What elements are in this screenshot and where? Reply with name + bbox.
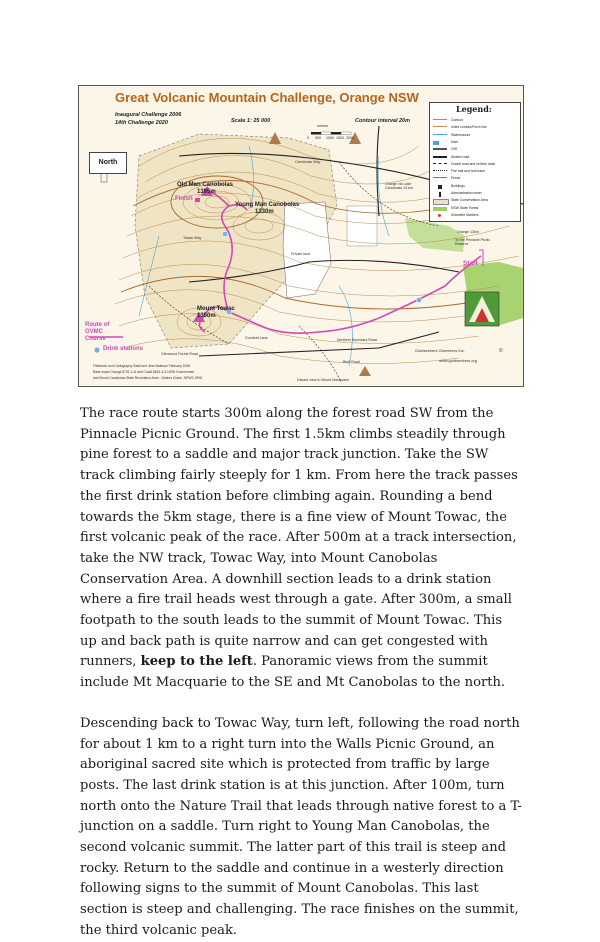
legend-label: Administration tower [451, 191, 482, 195]
scalebar-tick: 1500 [336, 136, 344, 140]
private-land-label: Private land [291, 252, 310, 256]
legend-symbol [433, 170, 447, 174]
legend-symbol [433, 177, 447, 181]
credit-line: Fieldwork and Cartography Basil and Jess Bateson February 2006 [93, 364, 191, 368]
legend-item [433, 168, 517, 174]
legend-item [433, 205, 517, 211]
legend-item [433, 146, 517, 152]
legend-item [433, 183, 517, 189]
drink-station [416, 297, 421, 302]
legend-item [433, 132, 517, 138]
state-forest-area [405, 218, 465, 252]
legend-item [433, 161, 517, 167]
private-land [283, 202, 331, 298]
legend-label: State Conservation Area [451, 198, 488, 203]
legend-symbol [433, 141, 439, 145]
legend-item [433, 175, 517, 181]
legend-symbol [438, 185, 442, 189]
legend-label: Kilometre Markers [451, 212, 479, 217]
road-label-glenwood: Glenwood Forest Road [161, 352, 198, 356]
credit-line: Base maps Orange 8731-1-N and Cudal 8631-4-S NSW Government [93, 370, 195, 374]
legend-label: Sealed road [451, 154, 470, 159]
peak-label-towac: Mount Towac 1350m [197, 306, 235, 319]
legend-symbol [439, 192, 441, 197]
drink-key [94, 347, 99, 352]
scale-bar [311, 132, 351, 135]
paragraph-2: Descending back to Towac Way, turn left, following the road north for about 1 km to a right turn into the Walls Picnic Ground, an aboriginal sacred site which is protected from traffic by large posts. The last drink station is at this junction. After 100m, turn north onto the Nature Trail that leads through native forest to a T-junction on a saddle. Turn right to Young Man Canobolas, the second volcanic summit. The latter part of this trail is steep and rocky. Return to the saddle and continue in a westerly direction following signs to the summit of Mount Canobolas. This last section is steep and challenging. The race finishes on the summit, the third volcanic peak. [80, 715, 522, 938]
legend-symbol [433, 163, 447, 167]
legend-item [433, 154, 517, 160]
legend-label: Fire trail and foot track [451, 169, 485, 174]
legend-label: Dam [451, 139, 459, 144]
road-label-gumleaf: Gumleaf Lane [245, 336, 268, 340]
legend-label: Contour [451, 118, 464, 122]
finish-label: Finish [175, 196, 193, 202]
paragraph-1: The race route starts 300m along the forest road SW from the Pinnacle Picnic Ground. The first 1.5km climbs steadily through pine forest to a saddle and major track junction. Take the SW track climbing fairly steeply for 1 km. From here the track passes the first drink station before climbing again. Rounding a bend towards the 5km stage, there is a fine view of Mount Towac, the first volcanic peak of the race. After 500m at a track intersection, take the NW track, Towac Way, into Mount Canobolas Conservation Area. A downhill section leads to a drink station where a fire trail heads west through a gate. After 300m, a small footpath to the south leads to the summit of Mount Towac. This up and back path is quite narrow and can get congested with runners, keep to the left. Panoramic views from the summit include Mt Macquarie to the SE and Mt Canobolas to the north. [80, 406, 518, 691]
scalebar-tick: 500 [315, 136, 321, 140]
article-body [80, 404, 522, 942]
legend-item [433, 124, 517, 130]
drink-station [222, 231, 227, 236]
peak-label-young-man: Young Man Canobolas 1330m [235, 202, 300, 215]
legend-symbol [433, 207, 447, 211]
legend-symbol [433, 134, 447, 138]
website-label: www.goldseekers.org [439, 358, 478, 363]
road-label-orange-lake: Orange via Lake Canobolas 13 km [385, 182, 413, 190]
legend-symbol [438, 214, 441, 217]
route-key-label: Route of GVMC Course [85, 322, 110, 342]
credit-line: and Mount Canobolas State Recreation Area - Visitors Guide, NPWS 1998 [93, 376, 202, 380]
edition-label: 14th Challenge 2020 [115, 120, 168, 126]
scalebar-unit: metres [317, 124, 328, 128]
legend-symbol [433, 156, 447, 161]
road-label-towac-way: Towac Way [183, 236, 202, 240]
legend-label: Cliff [451, 147, 457, 152]
scalebar-tick: 2000 [346, 136, 354, 140]
north-indicator: North [89, 152, 127, 174]
legend-symbol [433, 148, 447, 153]
scalebar-tick: 1000 [326, 136, 334, 140]
legend-symbol [433, 119, 447, 123]
publisher-label: Goldseekers Orienteers Inc. [415, 348, 465, 353]
legend-item [433, 139, 517, 145]
road-label-northern-boundary: Northern Boundary Road [337, 338, 377, 342]
copyright-mark: © [499, 348, 503, 354]
road-label-pinnacle: To the Pinnacle Picnic Reserve [455, 238, 491, 246]
distant-view-label: Distant view to Mount Macquarie [297, 378, 350, 382]
legend [429, 102, 521, 222]
legend-label: Buildings [451, 183, 465, 188]
legend-label: Gravel road and vehicle track [451, 161, 496, 166]
scale-label: Scale 1: 25 000 [231, 118, 271, 124]
legend-label: Fence [451, 176, 461, 181]
legend-symbol [433, 126, 447, 130]
legend-item [433, 117, 517, 123]
map-title: Great Volcanic Mountain Challenge, Orange NSW [115, 90, 419, 105]
inaugural-label: Inaugural Challenge 2006 [115, 112, 182, 118]
legend-title: Legend: [456, 104, 492, 114]
road-label-orange: Orange 13km [457, 230, 479, 234]
gvmc-logo [465, 292, 499, 326]
legend-label: Index contour/Form line [451, 125, 487, 130]
legend-label: Watercourse [451, 132, 471, 137]
direction-arrow [359, 366, 371, 376]
topographic-map [78, 85, 524, 387]
road-label-canobolas-way: Canobolas Way [295, 160, 321, 164]
legend-item [433, 212, 517, 218]
legend-item [433, 197, 517, 203]
peak-label-old-man: Old Man Canobolas 1395m [177, 182, 234, 195]
contour-label: Contour interval 20m [355, 118, 411, 124]
legend-label: NSW State Forest [451, 205, 479, 210]
start-label: Start [463, 260, 478, 267]
emphasis-keep-left: keep to the left [140, 654, 253, 670]
drink-key-label: Drink stations [103, 346, 144, 352]
scalebar-tick: 0 [307, 136, 309, 140]
legend-item [433, 190, 517, 196]
finish-flag [195, 198, 200, 202]
road-label-bluff: Bluff Road [343, 360, 360, 364]
